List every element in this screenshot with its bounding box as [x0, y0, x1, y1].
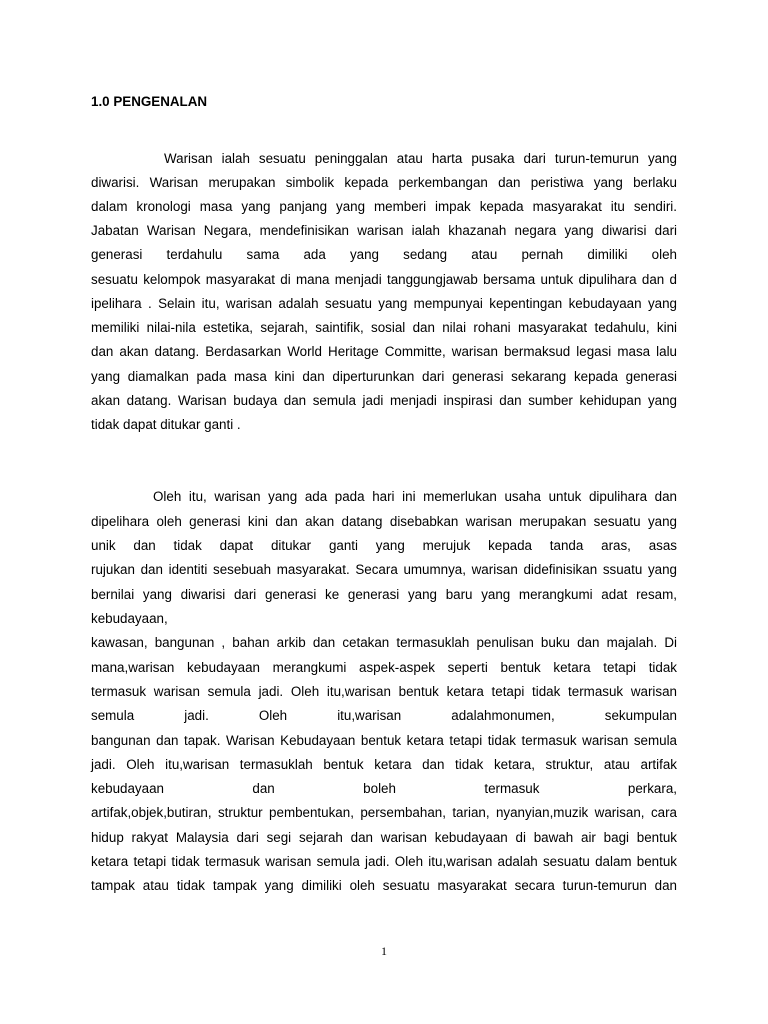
paragraph-2-line: bernilai yang diwarisi dari generasi ke generasi yang baru yang merangkumi adat resam,: [91, 587, 677, 602]
paragraph-1-line: diwarisi. Warisan merupakan simbolik kepada perkembangan dan peristiwa yang berlaku: [91, 175, 677, 190]
paragraph-2-line: unik dan tidak dapat ditukar ganti yang merujuk kepada tanda aras, asas: [91, 538, 677, 553]
paragraph-1-line: dalam kronologi masa yang panjang yang memberi impak kepada masyarakat itu sendiri.: [91, 199, 677, 214]
paragraph-2-line: rujukan dan identiti sesebuah masyarakat. Secara umumnya, warisan didefinisikan ssuatu yang: [91, 562, 677, 577]
paragraph-2-line: tampak atau tidak tampak yang dimiliki oleh sesuatu masyarakat secara turun-temurun dan: [91, 878, 677, 893]
section-heading: 1.0 PENGENALAN: [91, 94, 208, 109]
paragraph-2-line: kawasan, bangunan , bahan arkib dan cetakan termasuklah penulisan buku dan majalah. Di: [91, 635, 677, 650]
paragraph-2-line: mana,warisan kebudayaan merangkumi aspek-aspek seperti bentuk ketara tetapi tidak: [91, 660, 677, 675]
paragraph-2-line: hidup rakyat Malaysia dari segi sejarah dan warisan kebudayaan di bawah air bagi bentuk: [91, 830, 677, 845]
paragraph-2-line: termasuk warisan semula jadi. Oleh itu,warisan bentuk ketara tetapi tidak termasuk warisan: [91, 684, 677, 699]
page-number: 1: [381, 944, 387, 958]
paragraph-1-line: dan akan datang. Berdasarkan World Heritage Committe, warisan bermaksud legasi masa lalu: [91, 344, 677, 359]
paragraph-2-line: ketara tetapi tidak termasuk warisan semula jadi. Oleh itu,warisan adalah sesuatu dalam bentuk: [91, 854, 677, 869]
paragraph-1-line: Jabatan Warisan Negara, mendefinisikan warisan ialah khazanah negara yang diwarisi dari: [91, 223, 677, 238]
paragraph-2-line: Oleh itu, warisan yang ada pada hari ini memerlukan usaha untuk dipulihara dan: [153, 489, 677, 504]
paragraph-1-line: tidak dapat ditukar ganti .: [91, 417, 241, 432]
paragraph-2-line: jadi. Oleh itu,warisan termasuklah bentuk ketara dan tidak ketara, struktur, atau artifak: [91, 757, 677, 772]
paragraph-1-line: generasi terdahulu sama ada yang sedang atau pernah dimiliki oleh: [91, 247, 677, 262]
paragraph-1-line: akan datang. Warisan budaya dan semula jadi menjadi inspirasi dan sumber kehidupan yang: [91, 393, 677, 408]
paragraph-2-line: kebudayaan,: [91, 611, 168, 626]
paragraph-1-line: Warisan ialah sesuatu peninggalan atau harta pusaka dari turun-temurun yang: [164, 151, 677, 166]
paragraph-2-line: bangunan dan tapak. Warisan Kebudayaan bentuk ketara tetapi tidak termasuk warisan semula: [91, 733, 677, 748]
paragraph-1-line: yang diamalkan pada masa kini dan diperturunkan dari generasi sekarang kepada generasi: [91, 369, 677, 384]
paragraph-2-line: kebudayaan dan boleh termasuk perkara,: [91, 781, 677, 796]
paragraph-1-line: ipelihara . Selain itu, warisan adalah sesuatu yang mempunyai kepentingan kebudayaan yang: [91, 296, 677, 311]
paragraph-1-line: memiliki nilai-nila estetika, sejarah, saintifik, sosial dan nilai rohani masyarakat tedahulu, kini: [91, 320, 677, 335]
paragraph-2-line: semula jadi. Oleh itu,warisan adalahmonumen, sekumpulan: [91, 708, 677, 723]
paragraph-2-line: dipelihara oleh generasi kini dan akan datang disebabkan warisan merupakan sesuatu yang: [91, 514, 677, 529]
paragraph-2-line: artifak,objek,butiran, struktur pembentukan, persembahan, tarian, nyanyian,muzik warisan, cara: [91, 805, 677, 820]
paragraph-1-line: sesuatu kelompok masyarakat di mana menjadi tanggungjawab bersama untuk dipulihara dan d: [91, 272, 677, 287]
